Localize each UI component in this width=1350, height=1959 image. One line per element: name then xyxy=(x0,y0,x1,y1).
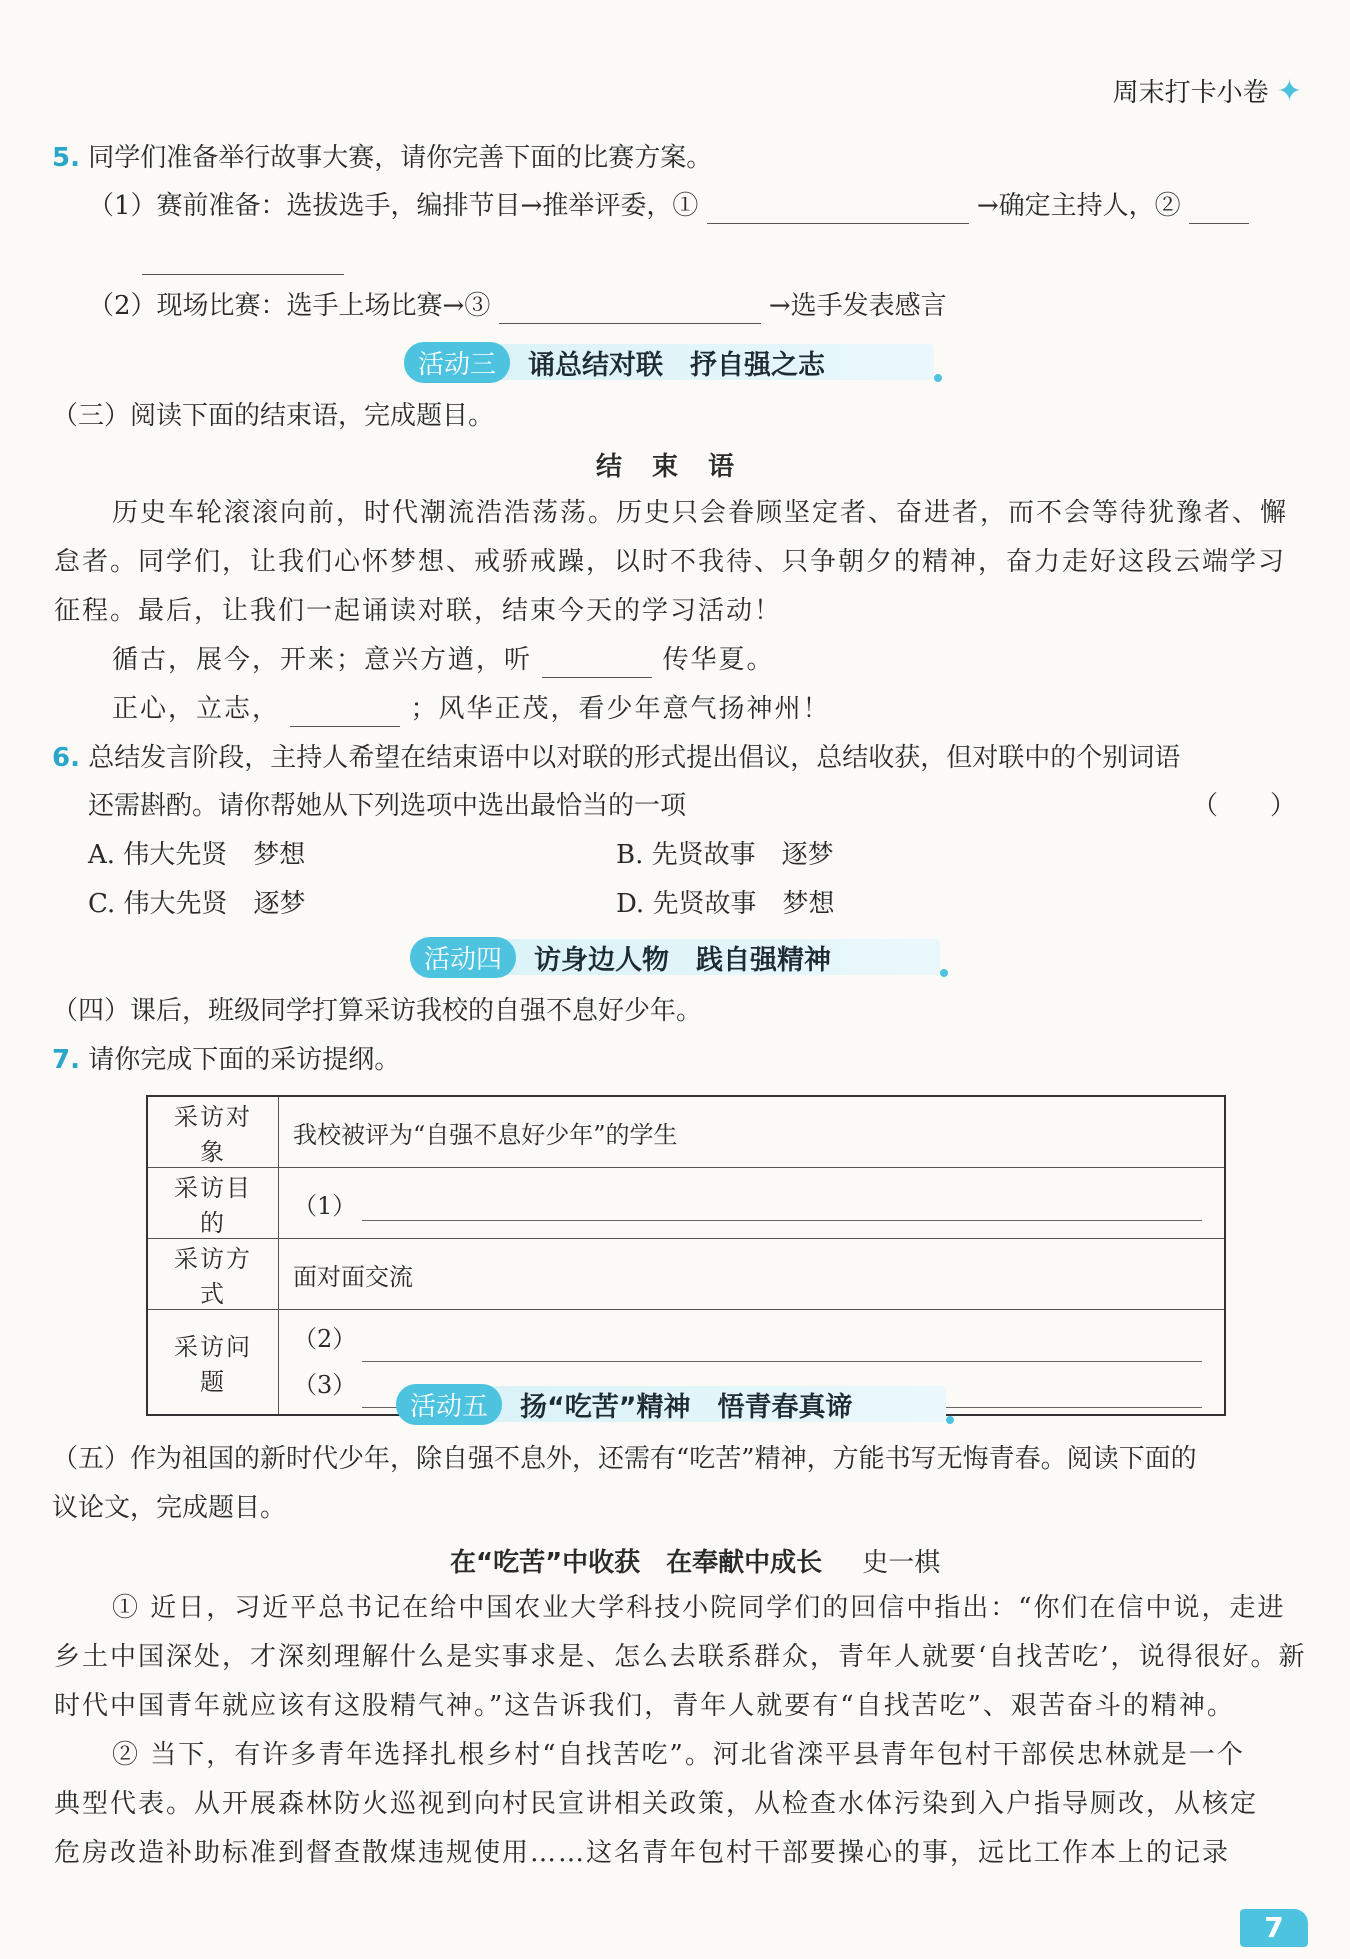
purpose-blank[interactable] xyxy=(362,1194,1202,1221)
activity3-banner xyxy=(404,340,934,384)
couplet-1 xyxy=(112,642,775,678)
q5-blank-3[interactable] xyxy=(499,293,761,324)
couplet-2-b: ；风华正茂，看少年意气扬神州！ xyxy=(410,694,831,724)
banner-dot-icon xyxy=(940,969,948,977)
q6-option-a[interactable]: A. 伟大先贤 梦想 xyxy=(88,840,306,870)
article-p1-line1: ① 近日，习近平总书记在给中国农业大学科技小院同学们的回信中指出：“你们在信中说，走进 xyxy=(112,1593,1286,1623)
question-2-num: （2） xyxy=(293,1325,357,1353)
article-p1-line2: 乡土中国深处，才深刻理解什么是实事求是、怎么去联系群众，青年人就要‘自找苦吃’，说得很好。新 xyxy=(54,1642,1307,1672)
activity5-pill: 活动五 xyxy=(396,1384,502,1425)
q5-text: 同学们准备举行故事大赛，请你完善下面的比赛方案。 xyxy=(88,143,713,173)
activity5-title: 扬“吃苦”精神 悟青春真谛 xyxy=(520,1391,853,1423)
activity4-pill: 活动四 xyxy=(410,937,516,978)
section5-intro-2: 议论文，完成题目。 xyxy=(52,1493,287,1523)
q6-answer-paren[interactable]: （ ） xyxy=(1192,791,1297,821)
q7-number: 7. xyxy=(52,1045,80,1075)
q5-blank-1[interactable] xyxy=(707,193,969,224)
activity5-banner xyxy=(396,1382,946,1426)
activity4-title: 访身边人物 践自强精神 xyxy=(534,944,832,976)
q6-option-b[interactable]: B. 先贤故事 逐梦 xyxy=(616,840,834,870)
sparkle-icon: ✦ xyxy=(1276,74,1302,109)
section3-title: 结束语 xyxy=(596,452,765,482)
couplet-blank-1[interactable] xyxy=(542,647,652,678)
section3-intro: （三）阅读下面的结束语，完成题目。 xyxy=(52,401,495,431)
couplet-1-a: 循古，展今，开来；意兴方遒，听 xyxy=(112,645,533,675)
row-label: 采访目的 xyxy=(147,1168,279,1239)
section3-p1: 历史车轮滚滚向前，时代潮流浩浩荡荡。历史只会眷顾坚定者、奋进者，而不会等待犹豫者、懈 xyxy=(112,498,1289,528)
section4-intro: （四）课后，班级同学打算采访我校的自强不息好少年。 xyxy=(52,996,703,1026)
header-tag xyxy=(1113,72,1302,109)
row-label: 采访对象 xyxy=(147,1096,279,1168)
interview-outline-table xyxy=(146,1095,1226,1416)
row-label: 采访方式 xyxy=(147,1239,279,1310)
q6-option-c[interactable]: C. 伟大先贤 逐梦 xyxy=(88,889,306,919)
row-label: 采访问题 xyxy=(147,1310,279,1416)
q6-option-d[interactable]: D. 先贤故事 梦想 xyxy=(616,889,835,919)
section3-p3: 征程。最后，让我们一起诵读对联，结束今天的学习活动！ xyxy=(54,596,783,626)
banner-dot-icon xyxy=(934,374,942,382)
section5-intro-1: （五）作为祖国的新时代少年，除自强不息外，还需有“吃苦”精神，方能书写无悔青春。阅读下面的 xyxy=(52,1444,1197,1474)
q5-blank-2-start[interactable] xyxy=(1189,193,1249,224)
couplet-2-a: 正心，立志， xyxy=(112,694,281,724)
article-title xyxy=(450,1542,940,1579)
q5-stem xyxy=(52,140,712,176)
activity3-pill: 活动三 xyxy=(404,342,510,383)
article-author: 史一棋 xyxy=(862,1548,941,1578)
question-2-blank[interactable] xyxy=(362,1335,1202,1362)
table-row xyxy=(147,1096,1225,1168)
row-value: 我校被评为“自强不息好少年”的学生 xyxy=(279,1096,1226,1168)
couplet-2 xyxy=(112,691,831,727)
purpose-num: （1） xyxy=(293,1191,357,1220)
activity4-banner xyxy=(410,935,940,979)
table-row xyxy=(147,1239,1225,1310)
header-tag-text: 周末打卡小卷 xyxy=(1112,78,1269,108)
q5-part1-b: →确定主持人，② xyxy=(976,191,1181,221)
q7-text: 请你完成下面的采访提纲。 xyxy=(88,1045,401,1075)
q5-part2-b: →选手发表感言 xyxy=(768,291,947,321)
article-p1-line3: 时代中国青年就应该有这股精气神。”这告诉我们，青年人就要有“自找苦吃”、艰苦奋斗的精神。 xyxy=(54,1691,1235,1721)
page-number: 7 xyxy=(1240,1909,1308,1947)
question-3-num: （3） xyxy=(293,1371,357,1399)
couplet-1-b: 传华夏。 xyxy=(662,645,775,675)
section3-p2: 怠者。同学们，让我们心怀梦想、戒骄戒躁，以时不我待、只争朝夕的精神，奋力走好这段云端学习 xyxy=(54,547,1287,577)
row-value: 面对面交流 xyxy=(279,1239,1226,1310)
q5-part1 xyxy=(88,188,1249,224)
article-p2-line2: 典型代表。从开展森林防火巡视到向村民宣讲相关政策，从检查水体污染到入户指导厕改，从核定 xyxy=(54,1789,1259,1819)
q6-text-1: 总结发言阶段，主持人希望在结束语中以对联的形式提出倡议，总结收获，但对联中的个别词语 xyxy=(88,743,1181,773)
article-title-text: 在“吃苦”中收获 在奉献中成长 xyxy=(450,1548,823,1578)
row-value[interactable] xyxy=(279,1168,1226,1239)
q5-number: 5. xyxy=(52,143,80,173)
table-row xyxy=(147,1168,1225,1239)
q6-text-2: 还需斟酌。请你帮她从下列选项中选出最恰当的一项 xyxy=(88,791,687,821)
activity3-title: 诵总结对联 抒自强之志 xyxy=(528,349,826,381)
couplet-blank-2[interactable] xyxy=(290,696,400,727)
banner-dot-icon xyxy=(946,1416,954,1424)
q5-blank-2-cont[interactable] xyxy=(142,244,344,275)
article-p2-line3: 危房改造补助标准到督查散煤违规使用……这名青年包村干部要操心的事，远比工作本上的记录 xyxy=(54,1838,1231,1868)
q5-part2-a: （2）现场比赛：选手上场比赛→③ xyxy=(88,291,491,321)
q7-stem xyxy=(52,1042,400,1078)
q6-line1 xyxy=(52,740,1180,776)
q6-number: 6. xyxy=(52,743,80,773)
article-p2-line1: ② 当下，有许多青年选择扎根乡村“自找苦吃”。河北省滦平县青年包村干部侯忠林就是一个 xyxy=(112,1740,1245,1770)
q5-part2 xyxy=(88,288,947,324)
q5-part1-a: （1）赛前准备：选拔选手，编排节目→推举评委，① xyxy=(88,191,699,221)
